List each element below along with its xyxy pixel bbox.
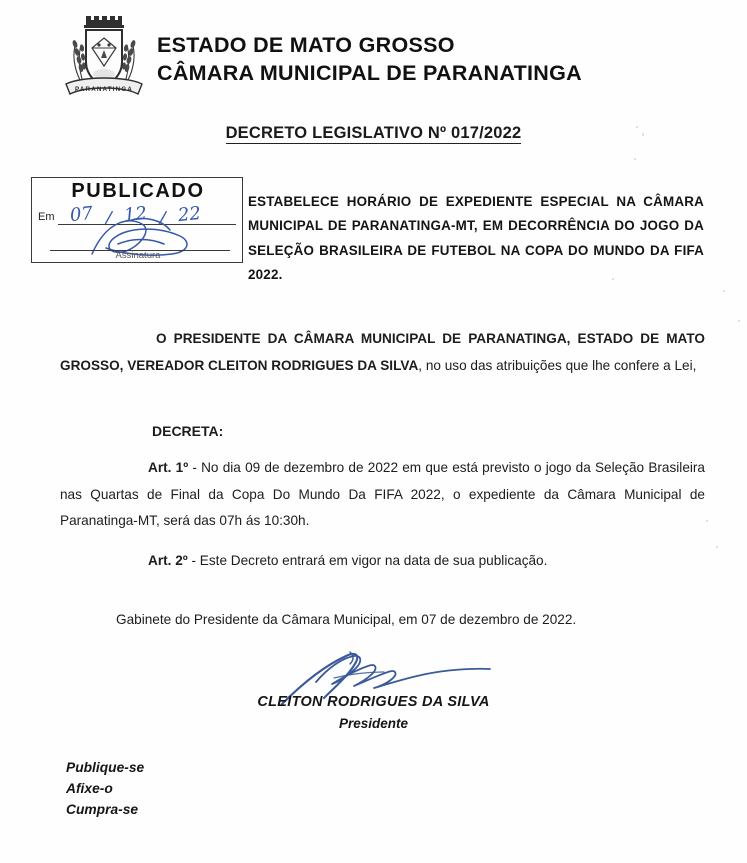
stamp-year-handwritten: 22 bbox=[176, 202, 202, 227]
closing-place-date: Gabinete do Presidente da Câmara Municipal, em 07 de dezembro de 2022. bbox=[116, 612, 577, 627]
order-publique-se: Publique-se bbox=[66, 760, 145, 775]
preamble-authority: O PRESIDENTE DA CÂMARA MUNICIPAL DE PARANATINGA, ESTADO DE MATO GROSSO, VEREADOR CLEITON RODRIGUES DA SILVA bbox=[60, 331, 705, 373]
crest-ribbon-caption: PARANATINGA bbox=[75, 86, 133, 93]
article-1-paragraph bbox=[60, 455, 705, 535]
scan-speck bbox=[706, 520, 708, 522]
stamp-month-handwritten: 12 bbox=[122, 202, 148, 227]
article-2-label: Art. 2º bbox=[148, 553, 188, 568]
preamble-paragraph bbox=[60, 326, 705, 379]
article-1-label: Art. 1º bbox=[148, 460, 189, 475]
stamp-title: PUBLICADO bbox=[71, 180, 205, 202]
decree-title bbox=[0, 124, 747, 143]
stamp-date-separator-2: / bbox=[157, 207, 168, 229]
stamp-em-label: Em bbox=[38, 211, 55, 223]
article-1-text: - No dia 09 de dezembro de 2022 em que está previsto o jogo da Seleção Brasileira nas Quartas de Final da Copa Do Mundo Da FIFA 2022, o expediente da Câmara Municipal de Paranatinga-MT, será das 07h ás 10:30h. bbox=[60, 460, 705, 528]
order-afixe-o: Afixe-o bbox=[66, 780, 113, 796]
stamp-signature-label: Assinatura bbox=[115, 250, 161, 261]
decree-title-text: DECRETO LEGISLATIVO Nº 017/2022 bbox=[225, 124, 522, 142]
decreta-heading: DECRETA: bbox=[152, 423, 224, 439]
stamp-day-handwritten: 07 bbox=[68, 202, 94, 227]
header-text-block bbox=[157, 32, 582, 87]
scan-speck bbox=[723, 290, 725, 292]
stamp-date-separator-1: / bbox=[103, 207, 114, 229]
scan-speck bbox=[716, 546, 718, 548]
president-name: CLEITON RODRIGUES DA SILVA bbox=[257, 694, 490, 710]
president-role: Presidente bbox=[338, 716, 409, 731]
preamble-remainder: , no uso das atribuições que lhe confere a Lei, bbox=[418, 357, 697, 373]
publication-orders bbox=[66, 758, 144, 821]
scan-speck bbox=[738, 320, 740, 322]
header-institution-name: CÂMARA MUNICIPAL DE PARANATINGA bbox=[157, 60, 582, 85]
coat-of-arms-icon bbox=[58, 14, 150, 106]
article-2-text: - Este Decreto entrará em vigor na data de sua publicação. bbox=[187, 553, 548, 568]
decree-summary: ESTABELECE HORÁRIO DE EXPEDIENTE ESPECIAL NA CÂMARA MUNICIPAL DE PARANATINGA-MT, EM DECORRÊNCIA DO JOGO DA SELEÇÃO BRASILEIRA DE FUTEBOL NA COPA DO MUNDO DA FIFA 2022. bbox=[248, 194, 704, 283]
scan-speck bbox=[634, 158, 636, 160]
order-cumpra-se: Cumpra-se bbox=[66, 801, 139, 817]
published-stamp bbox=[31, 177, 243, 263]
document-header bbox=[0, 8, 747, 108]
header-state-name: ESTADO DE MATO GROSSO bbox=[157, 33, 455, 57]
article-2-paragraph bbox=[60, 548, 705, 575]
